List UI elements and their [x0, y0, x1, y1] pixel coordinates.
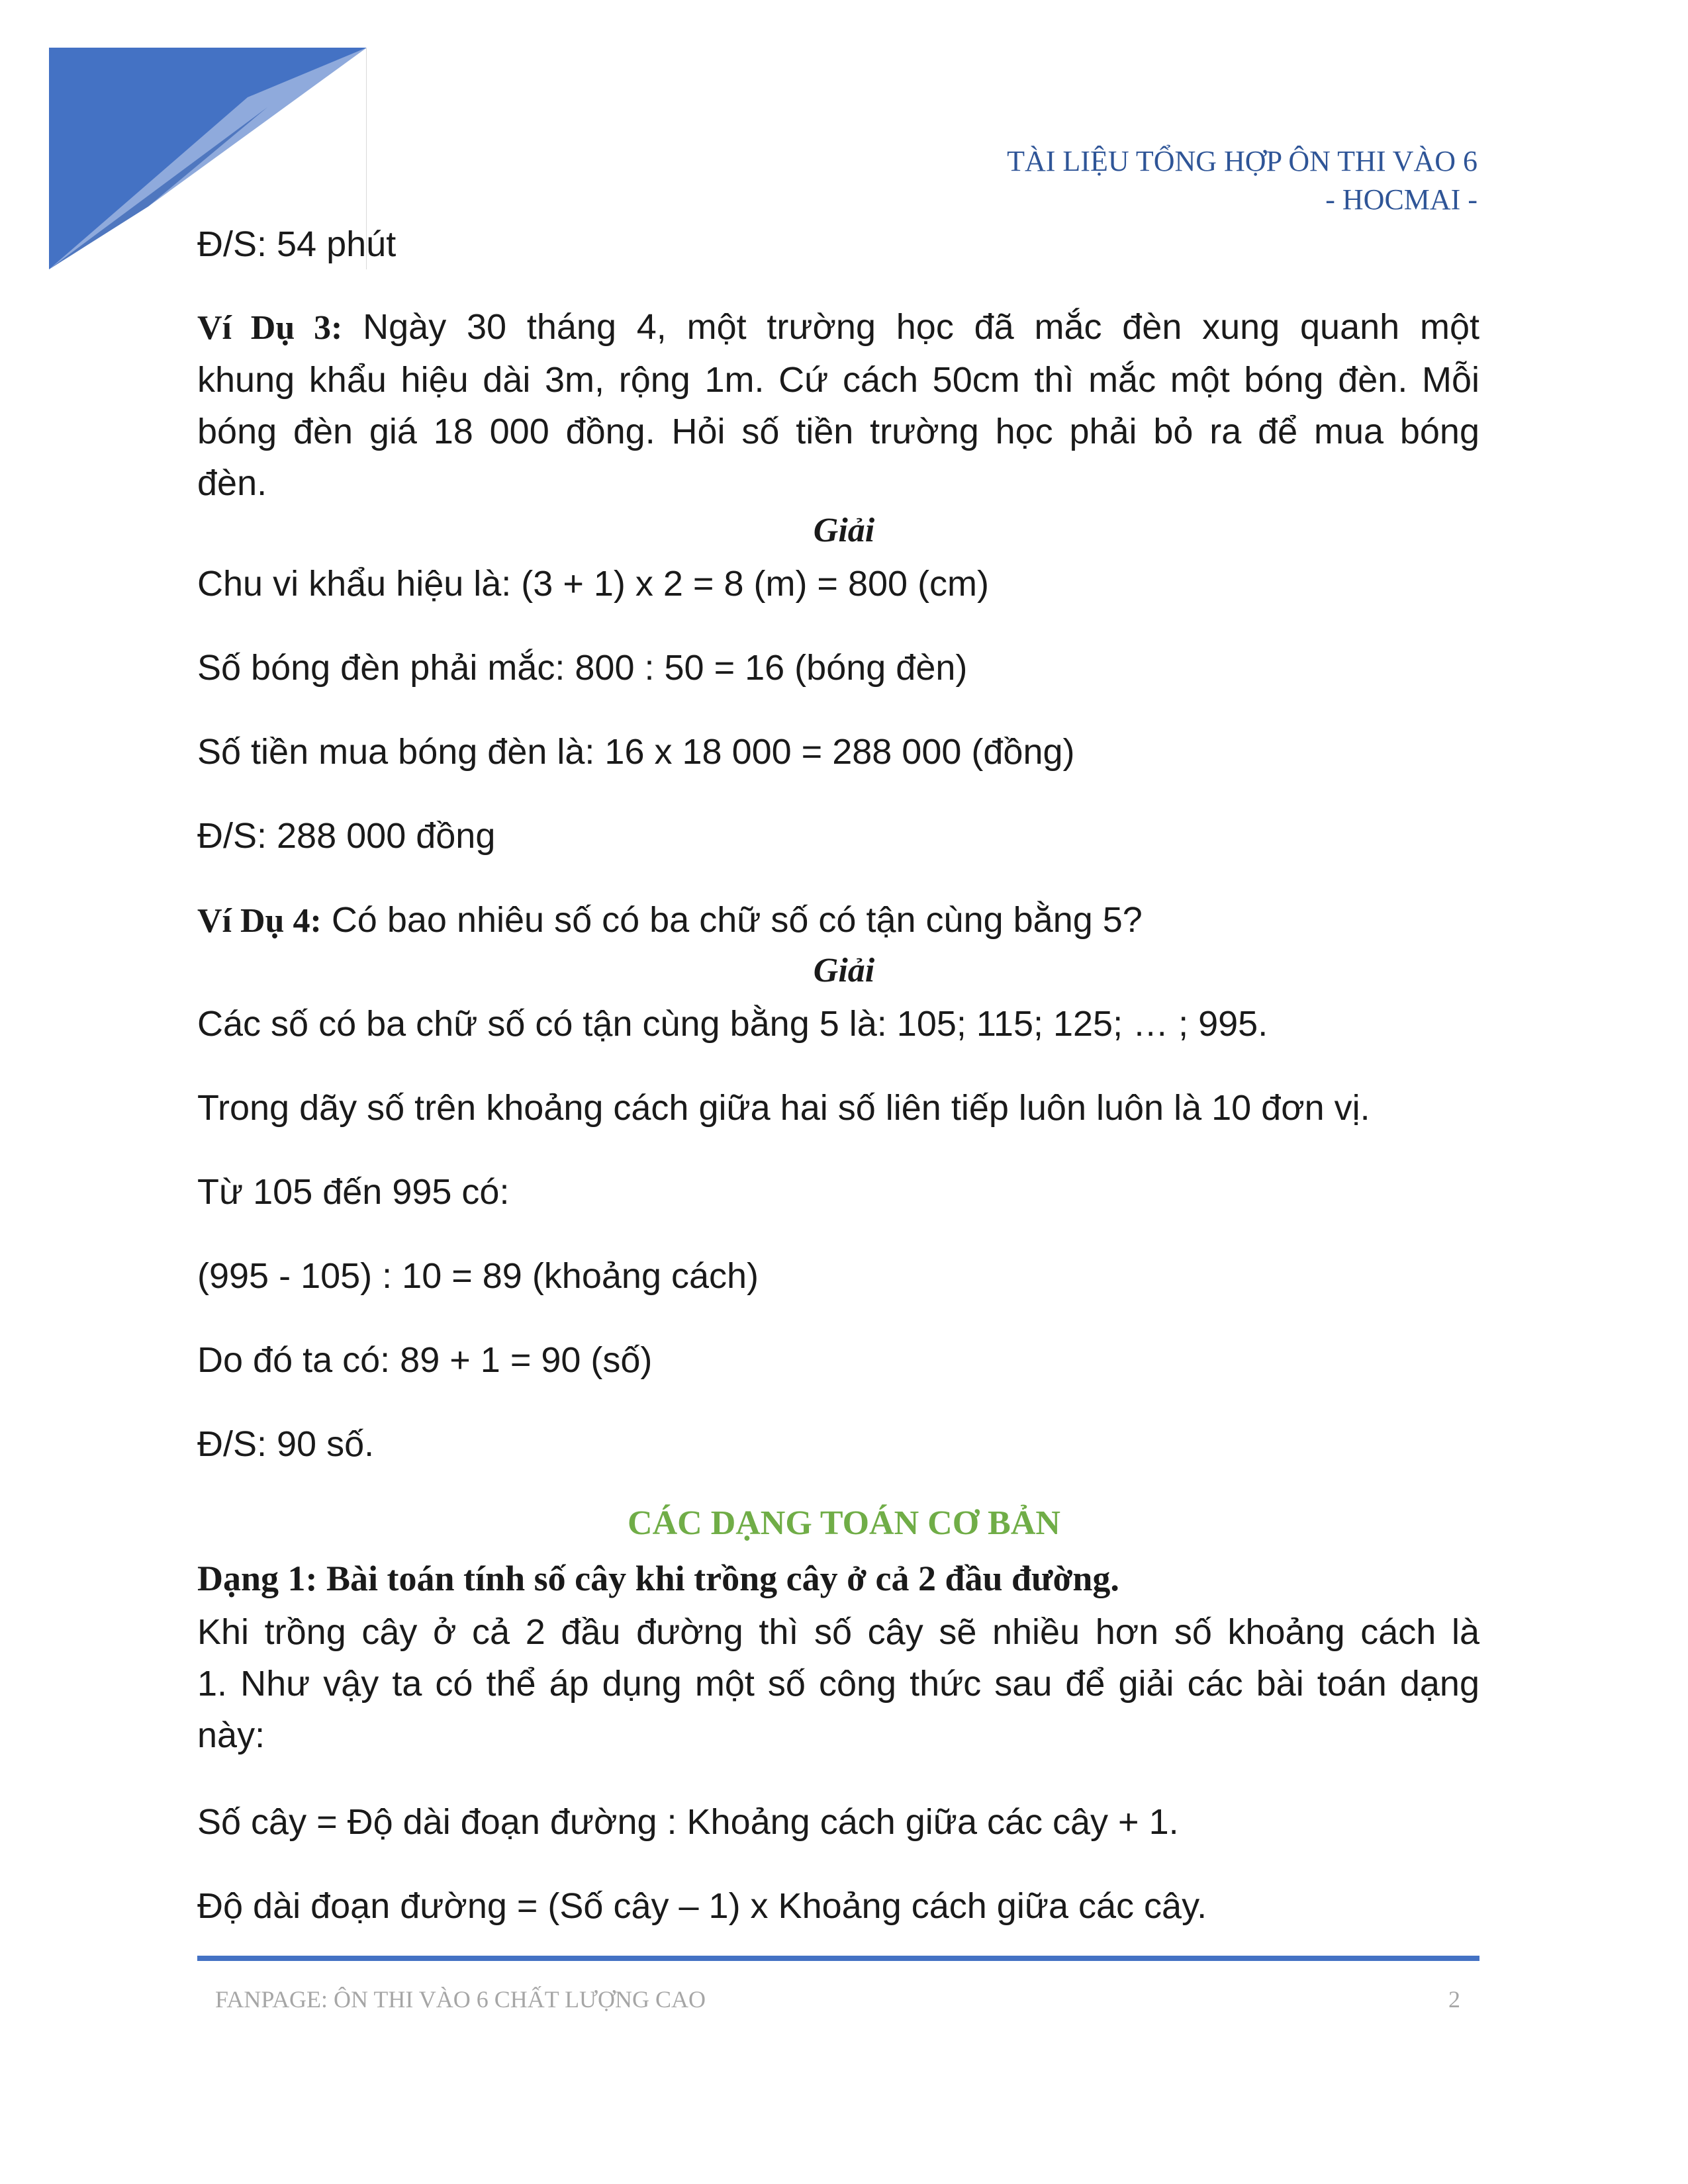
example4-answer: Đ/S: 90 số.: [197, 1424, 375, 1464]
example4-step-4: (995 - 105) : 10 = 89 (khoảng cách): [197, 1256, 759, 1296]
formula-2: Độ dài đoạn đường = (Số cây – 1) x Khoảng cách giữa các cây.: [197, 1886, 1207, 1926]
dang1-description: [197, 1606, 1479, 1761]
footer-rule: [197, 1956, 1479, 1961]
example4-text: Có bao nhiêu số có ba chữ số có tận cùng bằng 5?: [331, 900, 1143, 940]
dang1-line-2: 1. Như vậy ta có thể áp dụng một số công thức sau để giải các bài toán dạng: [197, 1664, 1479, 1704]
example4-label: Ví Dụ 4:: [197, 902, 322, 940]
example3-text-1: Ngày 30 tháng 4, một trường học đã mắc đèn xung quanh một: [363, 307, 1479, 347]
example3-step-3: Số tiền mua bóng đèn là: 16 x 18 000 = 288 000 (đồng): [197, 732, 1075, 772]
document-subtitle: - HOCMAI -: [1325, 183, 1477, 216]
example4-step-1: Các số có ba chữ số có tận cùng bằng 5 là: 105; 115; 125; … ; 995.: [197, 1004, 1268, 1044]
example3-line-4: đèn.: [197, 463, 267, 503]
example3-line-1: [197, 301, 1479, 354]
example4-question: [197, 894, 1143, 947]
example3-step-1: Chu vi khẩu hiệu là: (3 + 1) x 2 = 8 (m) = 800 (cm): [197, 564, 990, 604]
example3-step-2: Số bóng đèn phải mắc: 800 : 50 = 16 (bóng đèn): [197, 648, 968, 688]
example3-question: [197, 301, 1479, 509]
section-title: CÁC DẠNG TOÁN CƠ BẢN: [628, 1504, 1060, 1542]
example3-answer: Đ/S: 288 000 đồng: [197, 816, 496, 856]
example3-line-3: bóng đèn giá 18 000 đồng. Hỏi số tiền trường học phải bỏ ra để mua bóng: [197, 412, 1479, 451]
page-number: 2: [1448, 1986, 1460, 2013]
formula-1: Số cây = Độ dài đoạn đường : Khoảng cách giữa các cây + 1.: [197, 1802, 1179, 1842]
example4-step-5: Do đó ta có: 89 + 1 = 90 (số): [197, 1340, 653, 1380]
prev-answer: Đ/S: 54 phút: [197, 224, 397, 264]
dang1-line-3: này:: [197, 1715, 265, 1755]
dang1-title: Dạng 1: Bài toán tính số cây khi trồng cây ở cả 2 đầu đường.: [197, 1559, 1119, 1598]
example3-line-2: khung khẩu hiệu dài 3m, rộng 1m. Cứ cách 50cm thì mắc một bóng đèn. Mỗi: [197, 360, 1479, 400]
example4-solution-label: Giải: [813, 952, 875, 989]
document-title: TÀI LIỆU TỔNG HỢP ÔN THI VÀO 6: [1007, 145, 1477, 177]
example3-label: Ví Dụ 3:: [197, 309, 343, 347]
example4-step-2: Trong dãy số trên khoảng cách giữa hai số liên tiếp luôn luôn là 10 đơn vị.: [197, 1088, 1370, 1128]
example4-step-3: Từ 105 đến 995 có:: [197, 1172, 510, 1212]
dang1-line-1: Khi trồng cây ở cả 2 đầu đường thì số cây sẽ nhiều hơn số khoảng cách là: [197, 1612, 1479, 1652]
footer-fanpage: FANPAGE: ÔN THI VÀO 6 CHẤT LƯỢNG CAO: [215, 1986, 706, 2013]
example3-solution-label: Giải: [813, 512, 875, 549]
